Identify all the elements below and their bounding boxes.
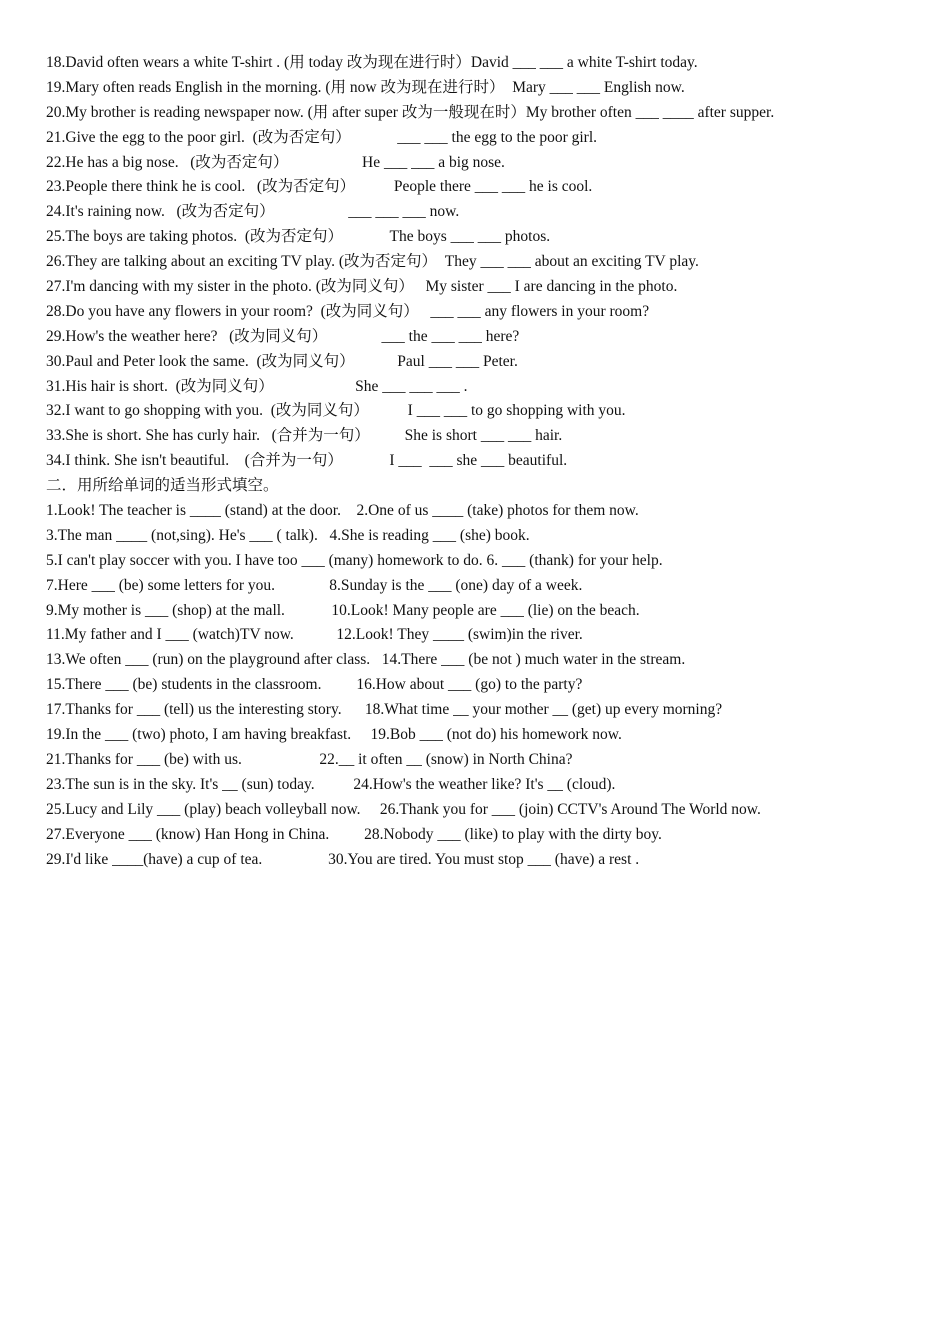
- exercise-line: 18.David often wears a white T-shirt . (用 today 改为现在进行时）David ___ ___ a white T-shirt today.: [46, 54, 698, 71]
- exercise-line: 11.My father and I ___ (watch)TV now. 12.Look! They ____ (swim)in the river.: [46, 626, 583, 644]
- exercise-line: 9.My mother is ___ (shop) at the mall. 10.Look! Many people are ___ (lie) on the beach.: [46, 601, 640, 619]
- exercise-line: 23.The sun is in the sky. It's __ (sun) today. 24.How's the weather like? It's __ (cloud).: [46, 775, 616, 793]
- exercise-line: 32.I want to go shopping with you. (改为同义句） I ___ ___ to go shopping with you.: [46, 402, 626, 420]
- exercise-line: 20.My brother is reading newspaper now. (用 after super 改为一般现在时）My brother often ___ ____ after supper.: [46, 103, 775, 121]
- exercise-line: 17.Thanks for ___ (tell) us the interesting story. 18.What time __ your mother __ (get) up every morning?: [46, 701, 723, 719]
- exercise-line: 3.The man ____ (not,sing). He's ___ ( talk). 4.She is reading ___ (she) book.: [46, 526, 530, 544]
- exercise-line: 27.I'm dancing with my sister in the photo. (改为同义句） My sister ___ I are dancing in the photo.: [46, 278, 678, 296]
- exercise-line: 13.We often ___ (run) on the playground after class. 14.There ___ (be not ) much water in the stream.: [46, 651, 686, 669]
- exercise-line: 31.His hair is short. (改为同义句） She ___ ___ ___ .: [46, 377, 468, 395]
- exercise-line: 1.Look! The teacher is ____ (stand) at the door. 2.One of us ____ (take) photos for them now.: [46, 502, 639, 520]
- exercise-line: 25.Lucy and Lily ___ (play) beach volleyball now. 26.Thank you for ___ (join) CCTV's Around The World now.: [46, 800, 761, 818]
- exercise-line: 28.Do you have any flowers in your room? (改为同义句） ___ ___ any flowers in your room?: [46, 302, 650, 320]
- exercise-line: 26.They are talking about an exciting TV play. (改为否定句） They ___ ___ about an exciting TV play.: [46, 253, 699, 271]
- exercise-line: 19.Mary often reads English in the morning. (用 now 改为现在进行时） Mary ___ ___ English now.: [46, 78, 685, 96]
- exercise-line: 23.People there think he is cool. (改为否定句） People there ___ ___ he is cool.: [46, 178, 593, 196]
- exercise-line: 25.The boys are taking photos. (改为否定句） The boys ___ ___ photos.: [46, 228, 551, 246]
- exercise-line: 29.I'd like ____(have) a cup of tea. 30.You are tired. You must stop ___ (have) a rest .: [46, 850, 640, 868]
- exercise-line: 7.Here ___ (be) some letters for you. 8.Sunday is the ___ (one) day of a week.: [46, 576, 583, 594]
- exercise-line: 21.Thanks for ___ (be) with us. 22.__ it often __ (snow) in North China?: [46, 750, 573, 768]
- exercise-line: 21.Give the egg to the poor girl. (改为否定句） ___ ___ the egg to the poor girl.: [46, 128, 598, 146]
- worksheet: [46, 51, 930, 872]
- exercise-line: 22.He has a big nose. (改为否定句） He ___ ___ a big nose.: [46, 153, 505, 171]
- exercise-line: 34.I think. She isn't beautiful. (合并为一句） I ___ ___ she ___ beautiful.: [46, 452, 568, 470]
- exercise-line: 5.I can't play soccer with you. I have too ___ (many) homework to do. 6. ___ (thank) for your help.: [46, 551, 663, 569]
- exercise-line: 33.She is short. She has curly hair. (合并为一句） She is short ___ ___ hair.: [46, 427, 563, 445]
- exercise-line: 15.There ___ (be) students in the classroom. 16.How about ___ (go) to the party?: [46, 676, 583, 694]
- exercise-line: 24.It's raining now. (改为否定句） ___ ___ ___ now.: [46, 203, 460, 221]
- exercise-line: 19.In the ___ (two) photo, I am having breakfast. 19.Bob ___ (not do) his homework now.: [46, 726, 622, 744]
- exercise-line: 27.Everyone ___ (know) Han Hong in China. 28.Nobody ___ (like) to play with the dirty boy.: [46, 825, 662, 843]
- exercise-line: 29.How's the weather here? (改为同义句） ___ the ___ ___ here?: [46, 327, 520, 345]
- exercise-line: 30.Paul and Peter look the same. (改为同义句） Paul ___ ___ Peter.: [46, 352, 518, 370]
- section-heading: 二．用所给单词的适当形式填空。: [46, 477, 279, 495]
